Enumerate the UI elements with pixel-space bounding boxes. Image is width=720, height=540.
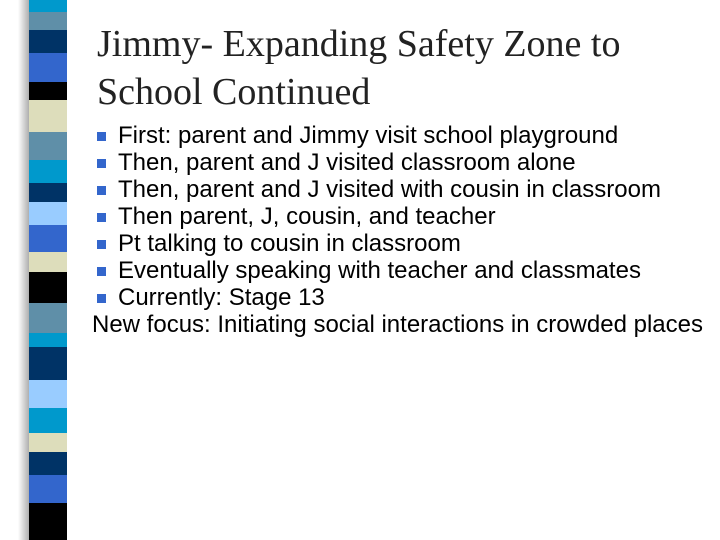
stripe-segment (29, 272, 67, 303)
slide-title: Jimmy- Expanding Safety Zone to School Continued (97, 23, 621, 113)
stripe-segment (29, 160, 67, 183)
square-bullet-icon (97, 294, 106, 303)
stripe-segment (29, 408, 67, 433)
square-bullet-icon (97, 132, 106, 141)
square-bullet-icon (97, 213, 106, 222)
stripe-segment (29, 183, 67, 202)
stripe-segment (29, 475, 67, 503)
stripe-segment (29, 30, 67, 53)
bullet-item (92, 284, 712, 311)
stripe-segment (29, 452, 67, 475)
bullet-text: Then, parent and J visited with cousin in classroom (118, 176, 661, 203)
bullet-item (92, 230, 712, 257)
bullet-item (92, 257, 712, 284)
stripe-segment (29, 225, 67, 252)
stripe-segment (29, 100, 67, 132)
bullet-item (92, 122, 712, 149)
bullet-item (92, 176, 712, 203)
bullet-item (92, 203, 712, 230)
stripe-segment (29, 347, 67, 380)
new-focus-line: New focus: Initiating social interactions in crowded places (92, 311, 703, 338)
stripe-segment (29, 53, 67, 82)
slide-body (92, 122, 712, 338)
bullet-text: Eventually speaking with teacher and classmates (118, 257, 641, 284)
stripe-segment (29, 303, 67, 333)
stripe-segment (29, 202, 67, 225)
square-bullet-icon (97, 159, 106, 168)
stripe-segment (29, 380, 67, 408)
square-bullet-icon (97, 240, 106, 249)
square-bullet-icon (97, 186, 106, 195)
bullet-text: First: parent and Jimmy visit school playground (118, 122, 619, 149)
bullet-text: Then parent, J, cousin, and teacher (118, 203, 496, 230)
stripe-segment (29, 12, 67, 30)
stripe-segment (29, 0, 67, 12)
stripe-segment (29, 333, 67, 347)
stripe-segment (29, 132, 67, 160)
stripe-segment (29, 503, 67, 540)
bullet-text: Currently: Stage 13 (118, 284, 325, 311)
bullet-text: Pt talking to cousin in classroom (118, 230, 461, 257)
stripe-segment (29, 433, 67, 452)
square-bullet-icon (97, 267, 106, 276)
bullet-item (92, 149, 712, 176)
decorative-stripe (29, 0, 67, 540)
stripe-segment (29, 252, 67, 272)
bullet-text: Then, parent and J visited classroom alone (118, 149, 576, 176)
stripe-segment (29, 82, 67, 100)
